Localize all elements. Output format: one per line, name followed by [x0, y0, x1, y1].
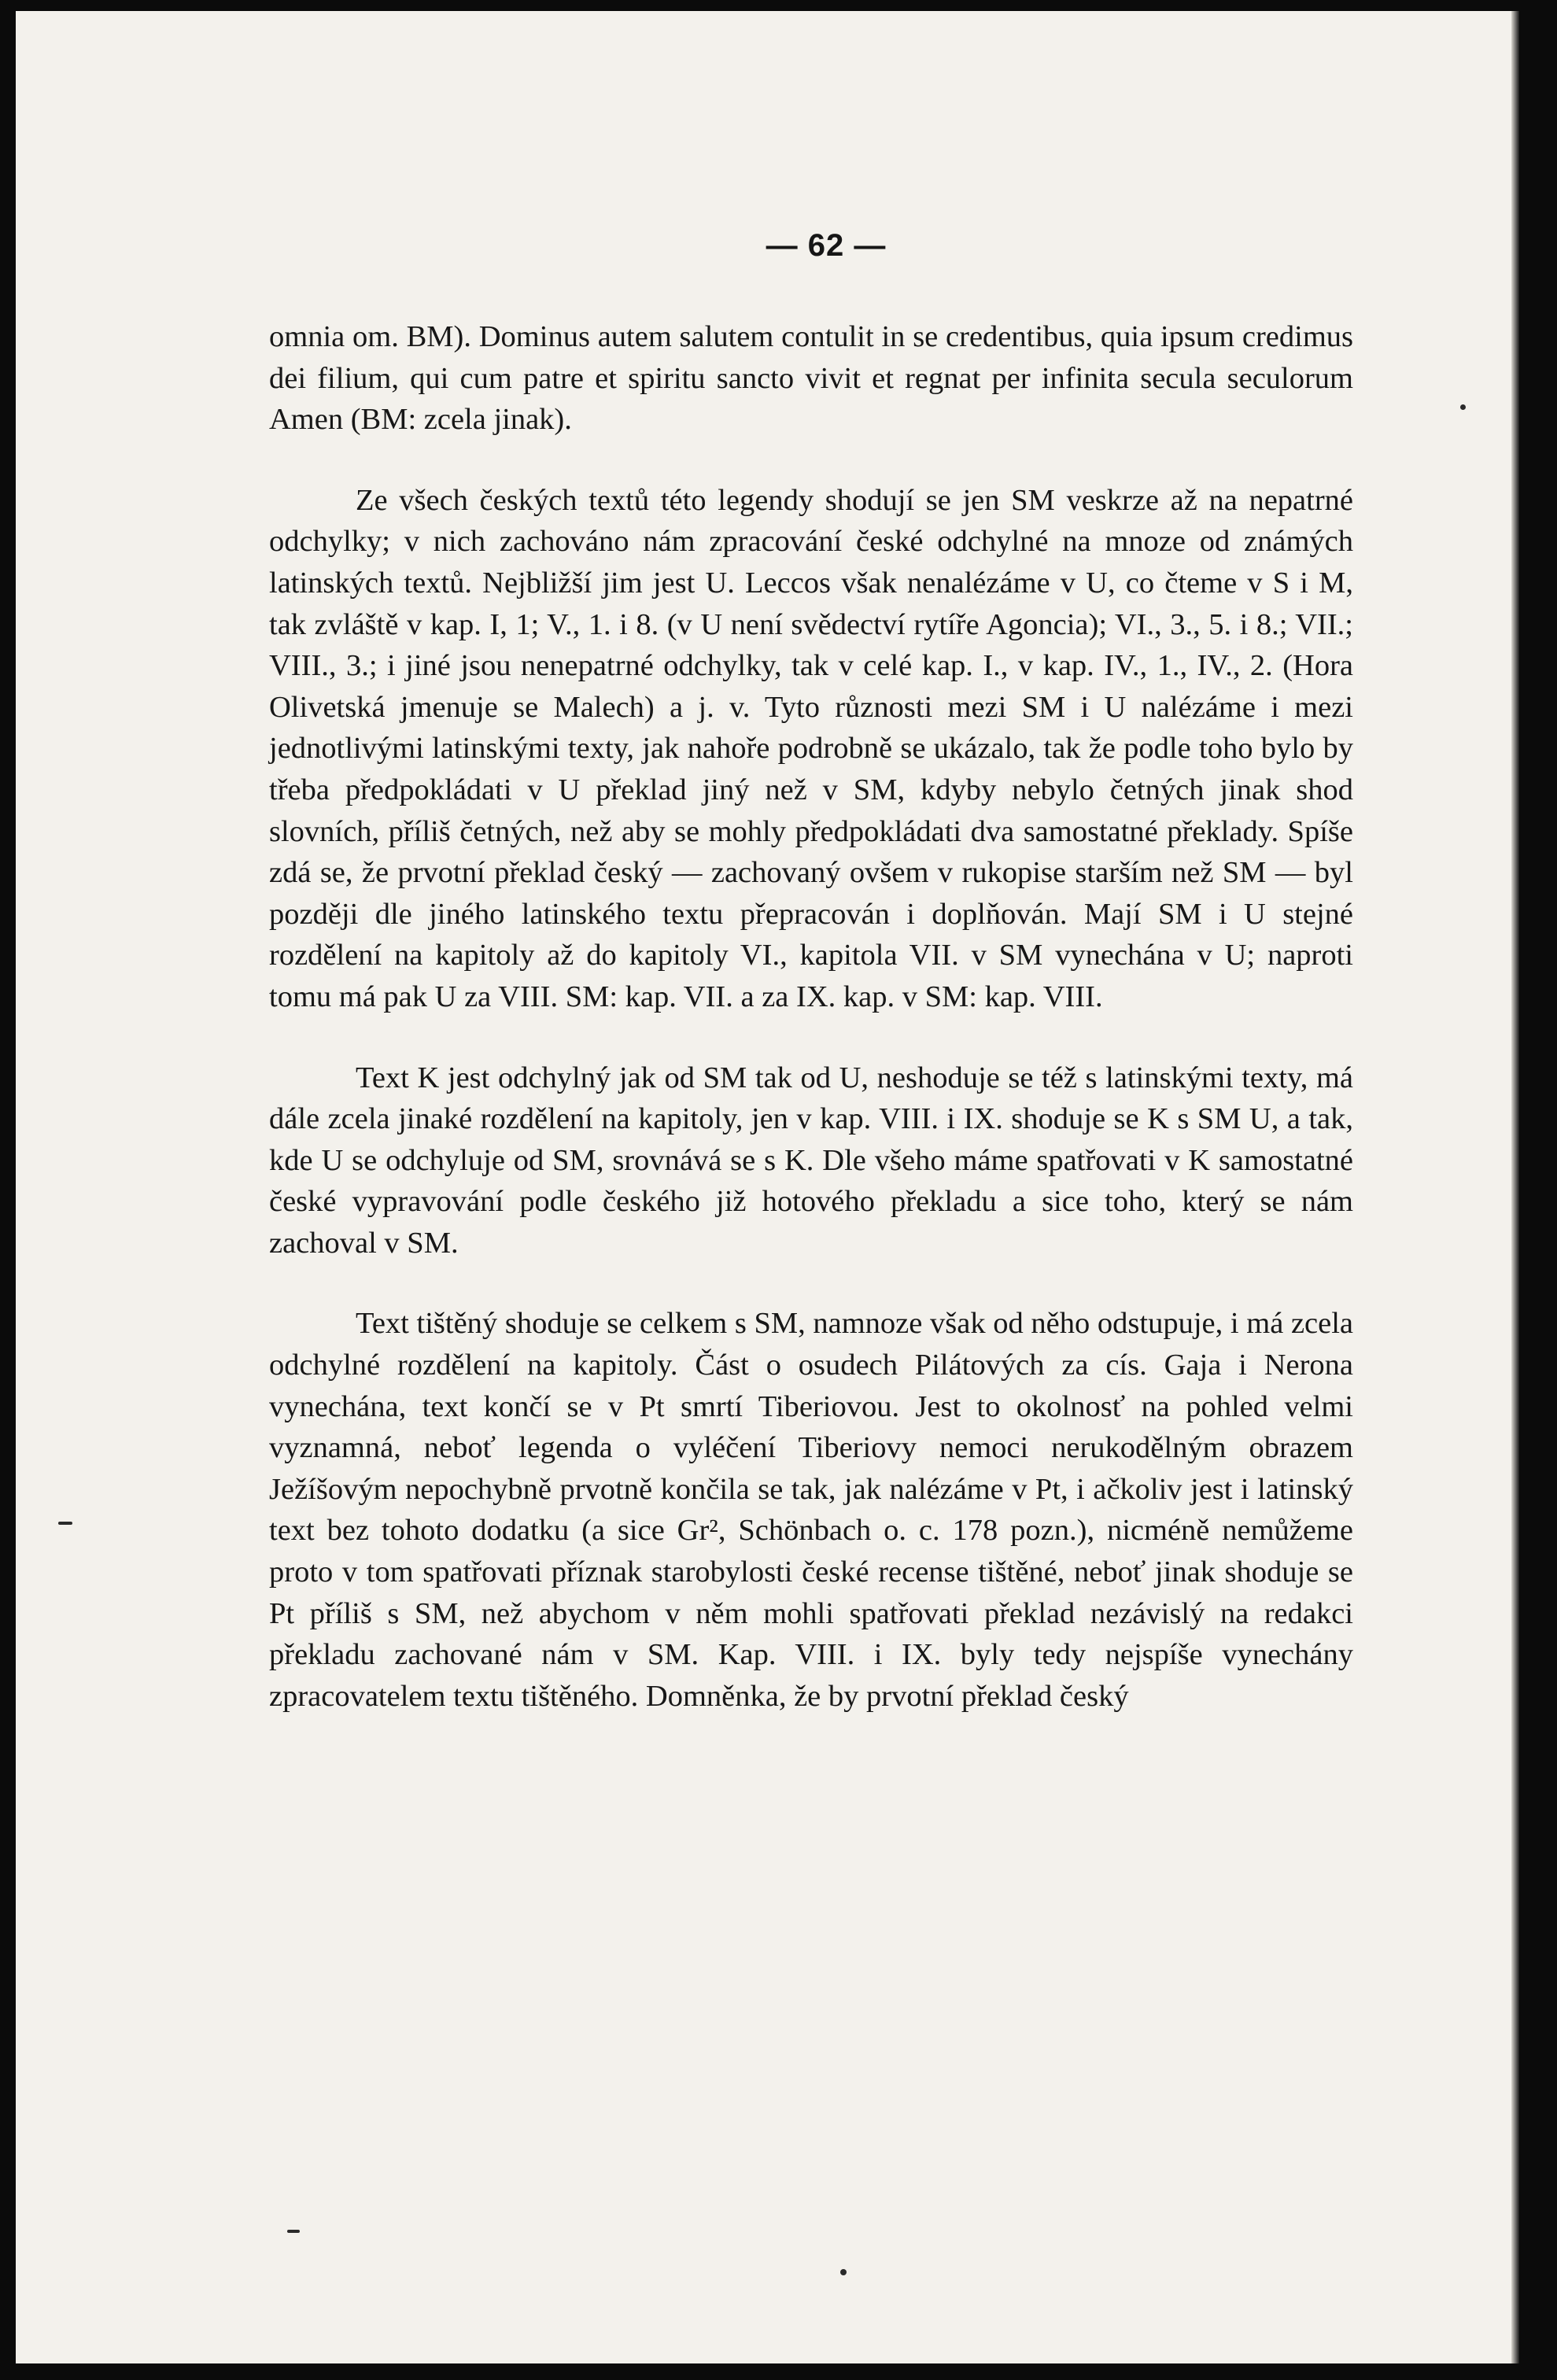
paragraph-czech-texts: Ze všech českých textů této legendy shodují se jen SM veskrze až na nepatrné odchylky; v nich zachováno nám zpracování české odchylné na mnoze od známých latinských textů. Nejbližší jim jest U. Leccos však nenalézáme v U, co čteme v S i M, tak zvláště v kap. I, 1; V., 1. i 8. (v U není svědectví rytíře Agoncia); VI., 3., 5. i 8.; VII.; VIII., 3.; i jiné jsou nenepatrné odchylky, tak v celé kap. I., v kap. IV., 1., IV., 2. (Hora Olivetská jmenuje se Malech) a j. v. Tyto různosti mezi SM i U nalézáme i mezi jednotlivými latinskými texty, jak nahoře podrobně se ukázalo, tak že podle toho bylo by třeba předpokládati v U překlad jiný než v SM, kdyby nebylo četných jinak shod slovních, příliš četných, než aby se mohly předpokládati dva samostatné překlady. Spíše zdá se, že prvotní překlad český — zachovaný ovšem v rukopise starším než SM — byl později dle jiného latinského textu přepracován i doplňován. Mají SM i U stejné rozdělení na kapitoly až do kapitoly VI., kapitola VII. v SM vynechána v U; naproti tomu má pak U za VIII. SM: kap. VII. a za IX. kap. v SM: kap. VIII. [269, 483, 1353, 1013]
scan-speck [840, 2269, 847, 2275]
page-number: — 62 — [766, 228, 887, 263]
paragraph-continuation: omnia om. BM). Dominus autem salutem contulit in se credentibus, quia ipsum credimus dei filium, qui cum patre et spiritu sancto vivit et regnat per infinita secula seculorum Amen (BM: zcela jinak). [269, 320, 1353, 437]
page [16, 11, 1515, 2363]
scan-speck [1460, 404, 1466, 410]
paragraph-printed-text: Text tištěný shoduje se celkem s SM, namnoze však od něho odstupuje, i má zcela odchylné rozdělení na kapitoly. Část o osudech Pilátových za cís. Gaja i Nerona vynechána, text končí se v Pt smrtí Tiberiovou. Jest to okolnosť na pohled velmi vyznamná, neboť legenda o vyléčení Tiberiovy nemoci nerukodělným obrazem Ježíšovým nepochybně prvotně končila se tak, jak nalézáme v Pt, i ačkoliv jest i latinský text bez tohoto dodatku (a sice Gr², Schönbach o. c. 178 pozn.), nicméně nemůžeme proto v tom spatřovati příznak starobylosti české recense tištěné, neboť jinak shoduje se Pt příliš s SM, než abychom v něm mohli spatřovati překlad nezávislý na redakci překladu zachované nám v SM. Kap. VIII. i IX. byly tedy nejspíše vynechány zpracovatelem textu tištěného. Domněnka, že by prvotní překlad český [269, 1307, 1353, 1713]
scan-speck [287, 2230, 300, 2233]
paragraph-text-k: Text K jest odchylný jak od SM tak od U, neshoduje se též s latinskými texty, má dále zcela jinaké rozdělení na kapitoly, jen v kap. VIII. i IX. shoduje se K s SM U, a tak, kde U se odchyluje od SM, srovnává se s K. Dle všeho máme spatřovati v K samostatné české vypravování podle českého již hotového překladu a sice toho, který se nám zachoval v SM. [269, 1061, 1353, 1260]
scan-speck [58, 1522, 72, 1525]
text-body [269, 316, 1353, 1717]
